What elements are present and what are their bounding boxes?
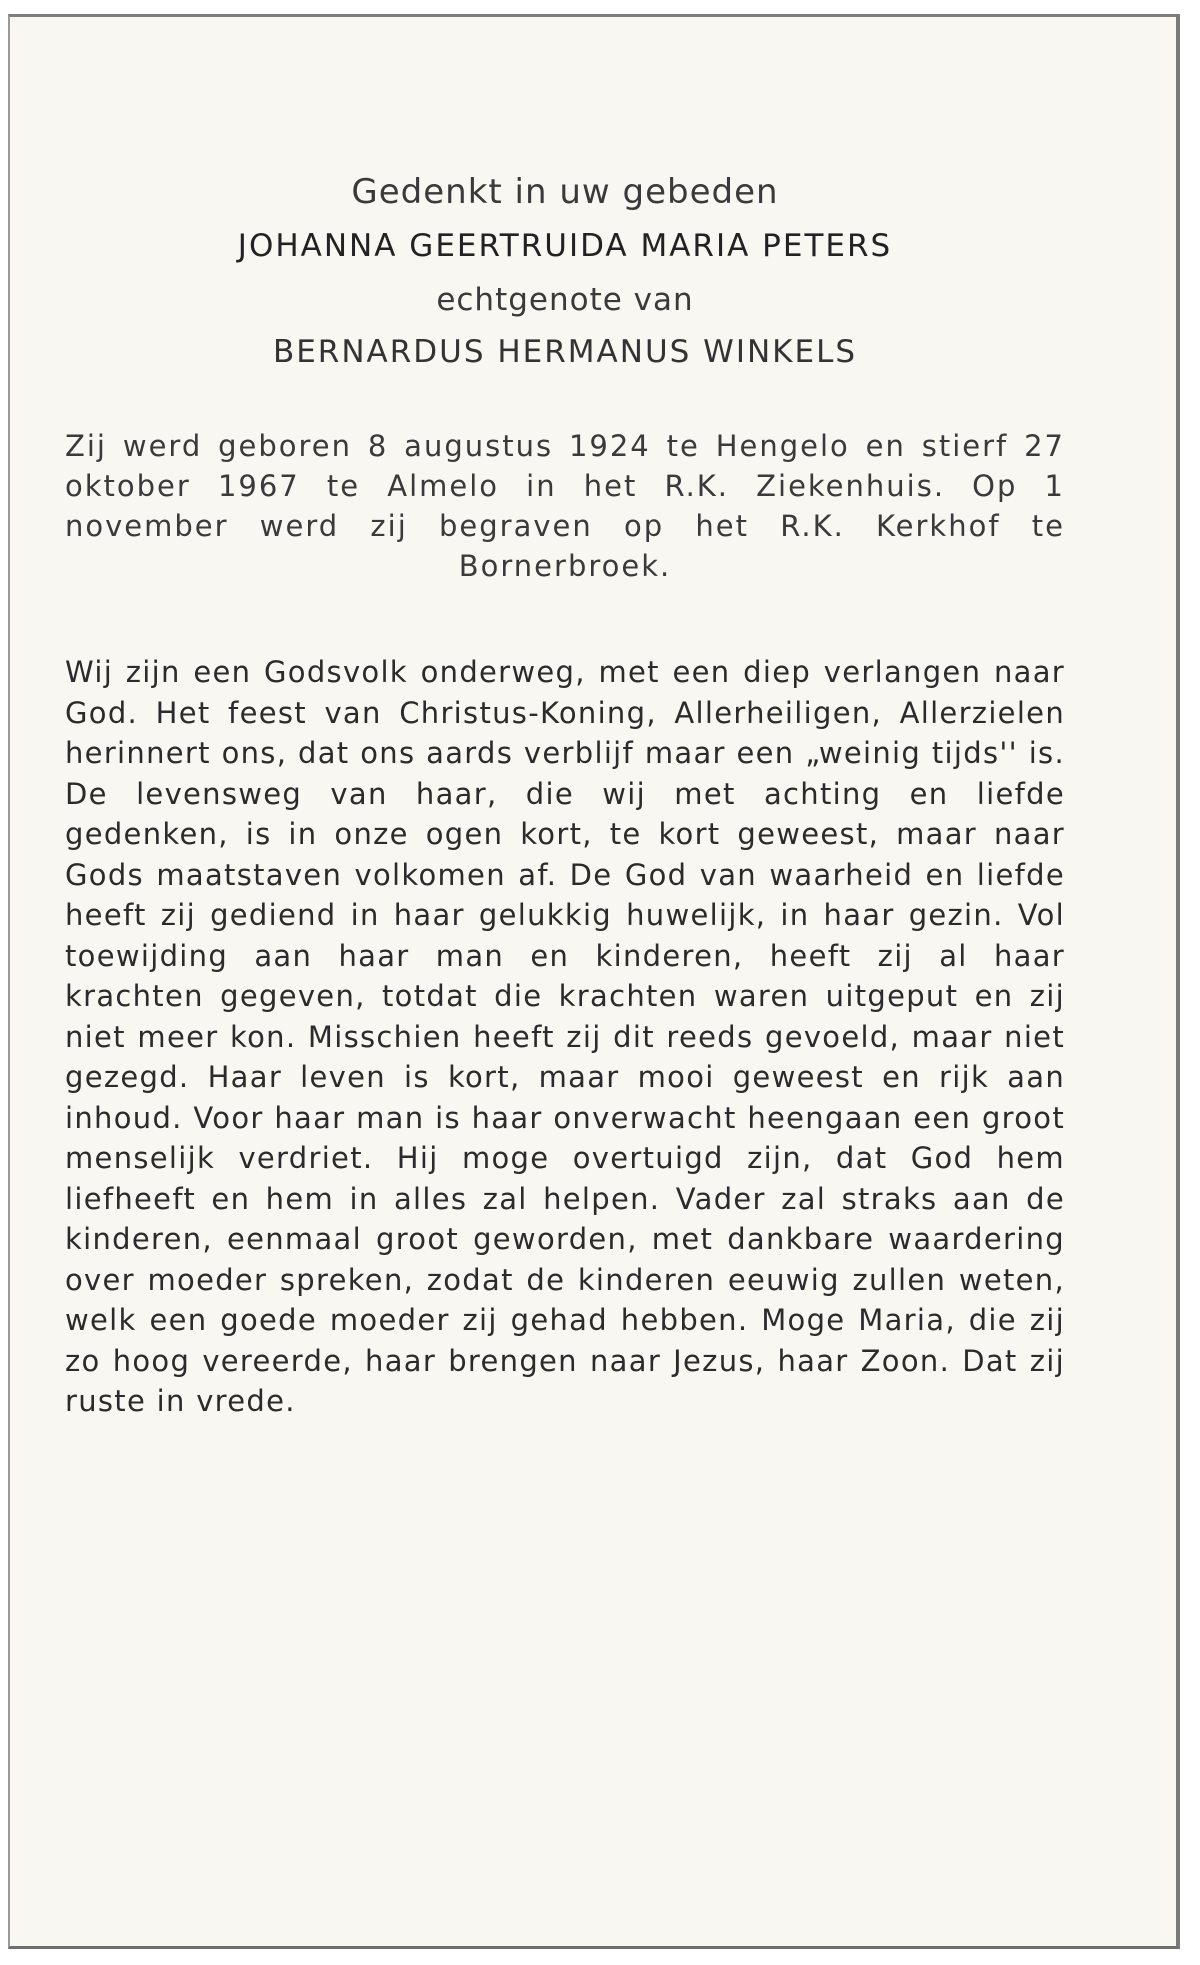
spouse-prefix: echtgenote van [436,282,694,318]
memorial-card [8,14,1180,1949]
spouse-name: BERNARDUS HERMANUS WINKELS [272,334,858,370]
deceased-name: JOHANNA GEERTRUIDA MARIA PETERS [237,228,893,264]
meditation-paragraph: Wij zijn een Godsvolk onderweg, met een diep verlangen naar God. Het feest van Christus-Koning, Allerheiligen, Allerzielen herinnert ons, dat ons aards verblijf maar een „weinig tijds'' is. De levensweg van haar, die wij met achting en liefde gedenken, is in onze ogen kort, te kort geweest, maar naar Gods maatstaven volkomen af. De God van waarheid en liefde heeft zij gediend in haar gelukkig huwelijk, in haar gezin. Vol toewijding aan haar man en kinderen, heeft zij al haar krachten gegeven, totdat die krachten waren uitgeput en zij niet meer kon. Misschien heeft zij dit reeds gevoeld, maar niet gezegd. Haar leven is kort, maar mooi geweest en rijk aan inhoud. Voor haar man is haar onverwacht heengaan een groot menselijk verdriet. Hij moge overtuigd zijn, dat God hem liefheeft en hem in alles zal helpen. Vader zal straks aan de kinderen, eenmaal groot geworden, met dankbare waardering over moeder spreken, zodat de kinderen eeuwig zullen weten, welk een goede moeder zij gehad hebben. Moge Maria, die zij zo hoog vereerde, haar brengen naar Jezus, haar Zoon. Dat zij ruste in vrede. [65,655,1065,1418]
card-content [65,172,1065,1422]
biography-paragraph: Zij werd geboren 8 augustus 1924 te Hengelo en stierf 27 oktober 1967 te Almelo in het R.K. Ziekenhuis. Op 1 november werd zij begraven op het R.K. Kerkhof te Bornerbroek. [65,429,1065,583]
intro-text: Gedenkt in uw gebeden [351,172,779,212]
